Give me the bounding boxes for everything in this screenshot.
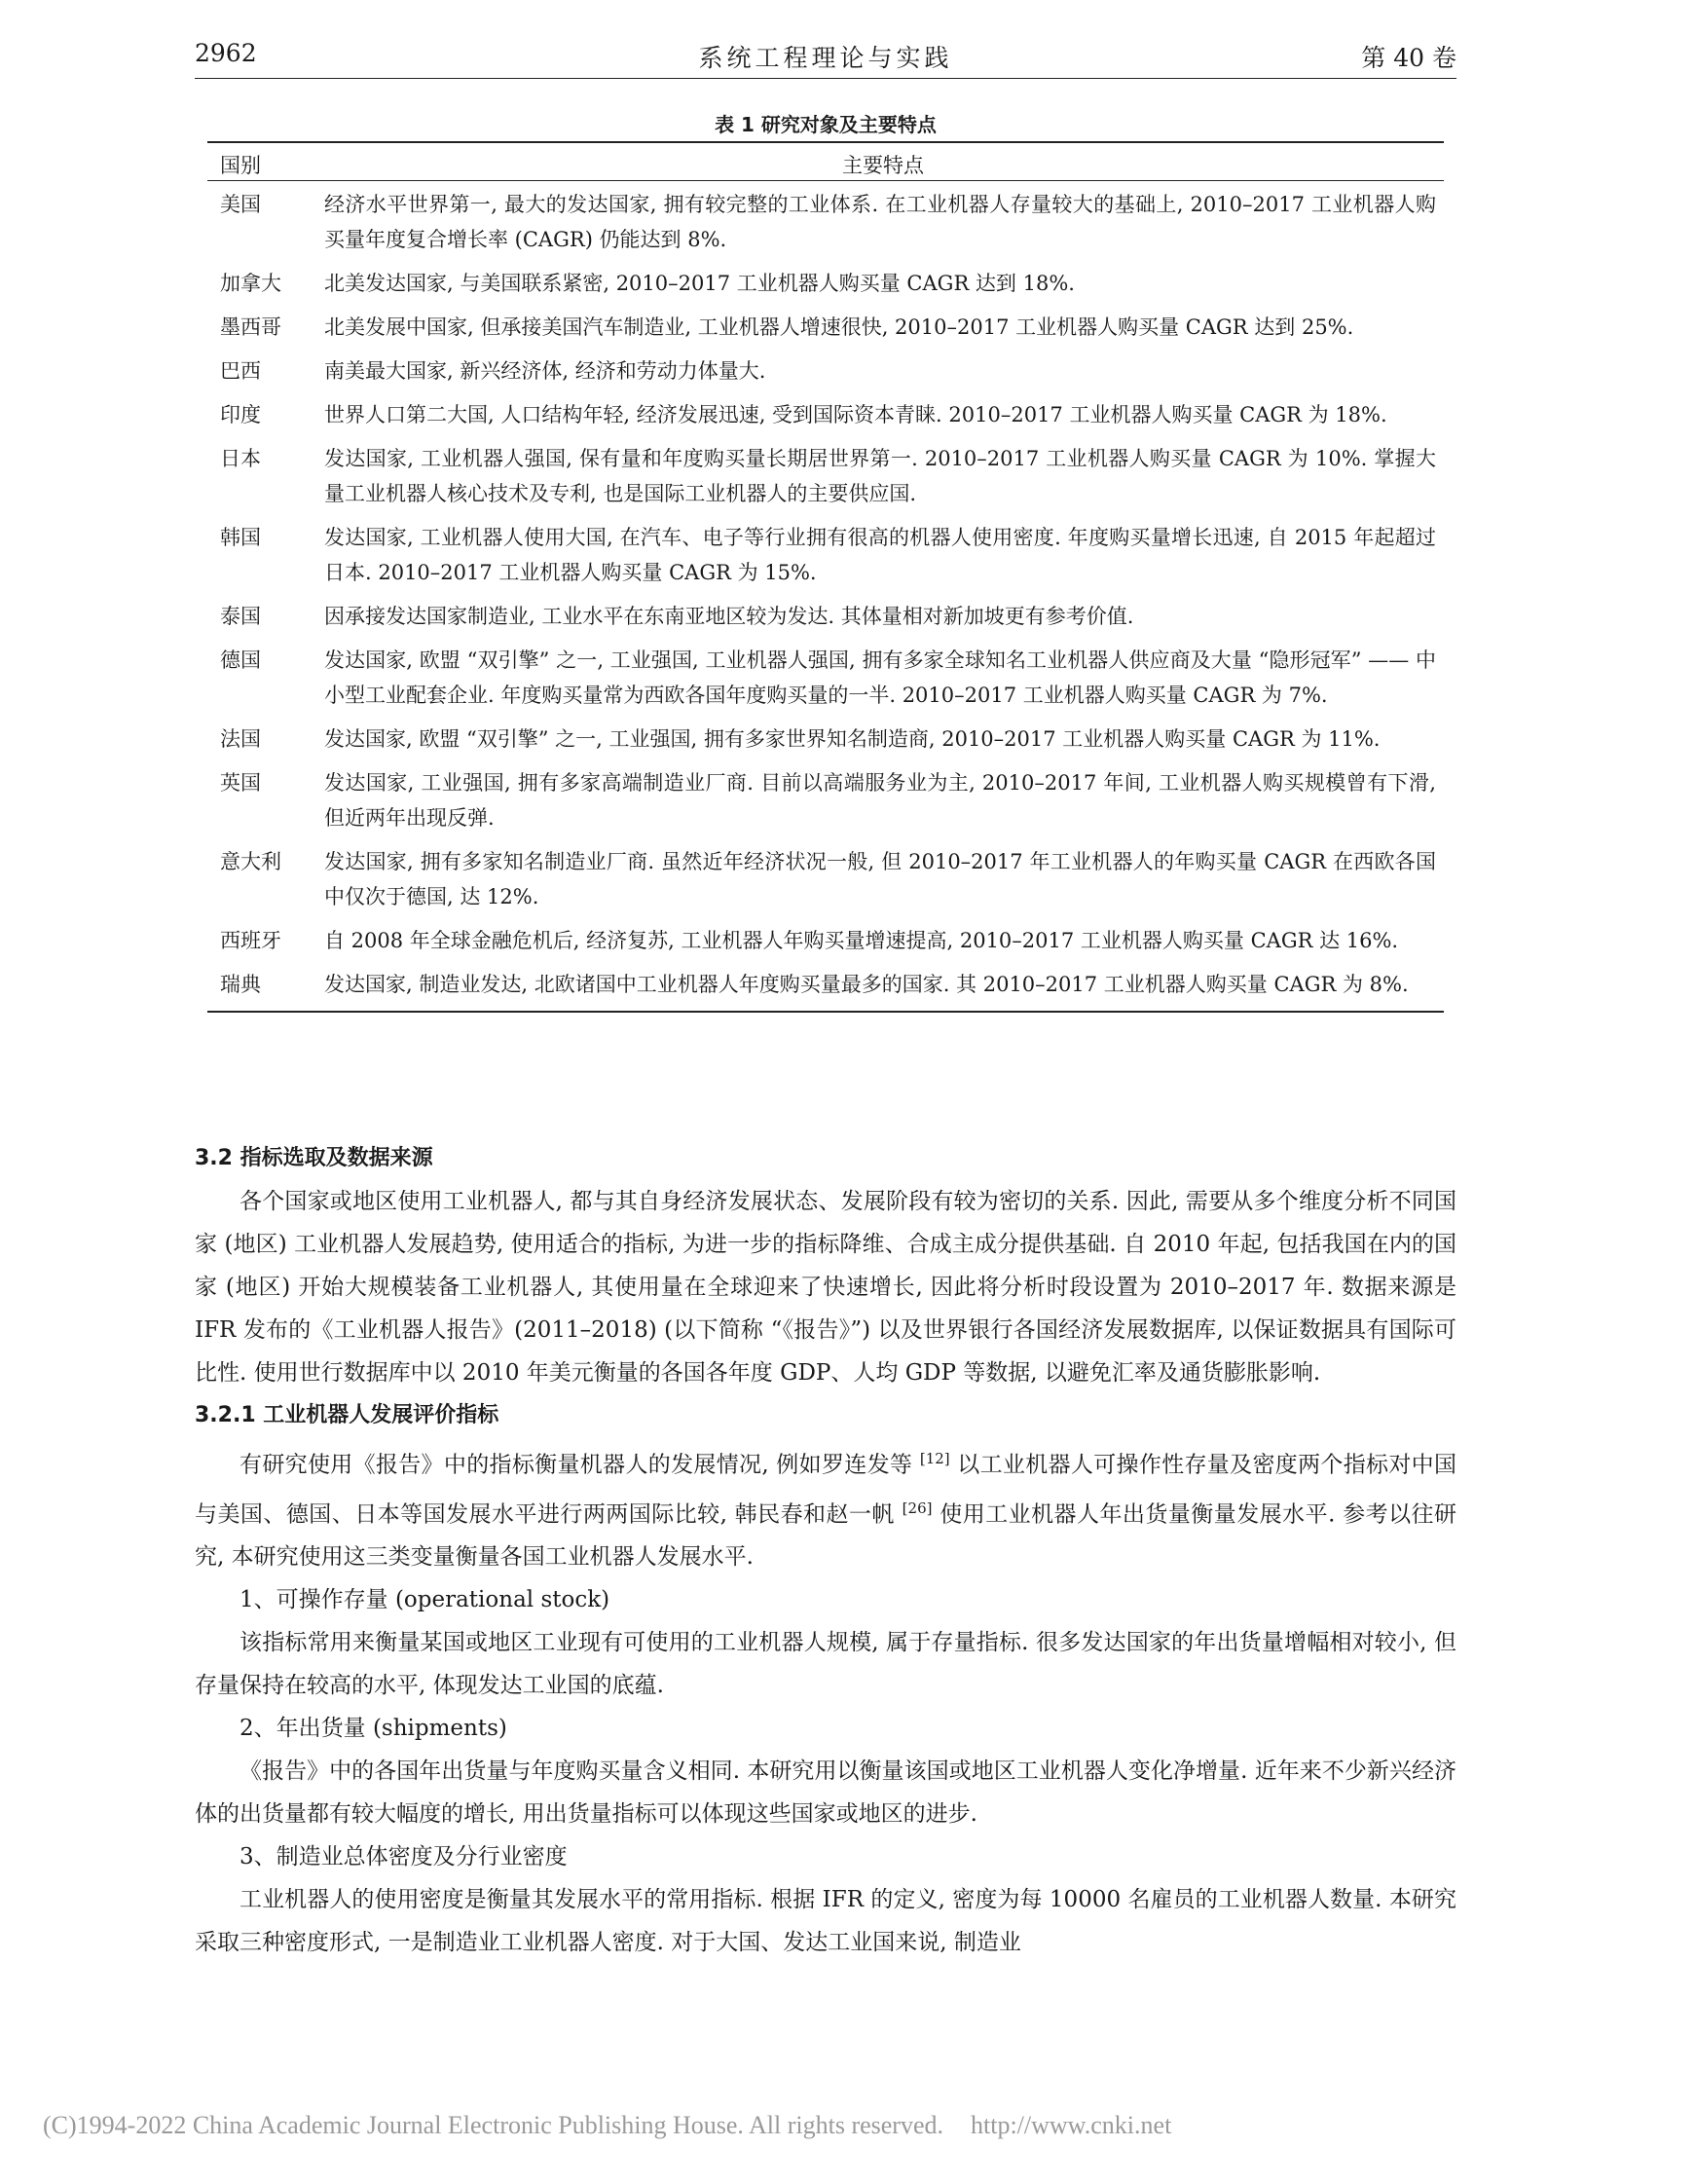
table-row	[207, 722, 1444, 757]
table-bottom-rule	[207, 1011, 1444, 1013]
table-row	[207, 397, 1444, 432]
cnki-url: http://www.cnki.net	[971, 2111, 1172, 2139]
indicator-1-text: 该指标常用来衡量某国或地区工业现有可使用的工业机器人规模, 属于存量指标. 很多发达国家的年出货量增幅相对较小, 但存量保持在较高的水平, 体现发达工业国的底蕴.	[195, 1630, 1456, 1699]
indicator-3-title: 3、制造业总体密度及分行业密度	[240, 1844, 568, 1870]
features-cell: 世界人口第二大国, 人口结构年轻, 经济发展迅速, 受到国际资本青睐. 2010–2017 工业机器人购买量 CAGR 为 18%.	[324, 403, 1387, 426]
table-row	[207, 187, 1444, 257]
indicator-2-title: 2、年出货量 (shipments)	[240, 1716, 507, 1742]
country-cell: 英国	[220, 771, 261, 795]
features-cell: 北美发展中国家, 但承接美国汽车制造业, 工业机器人增速很快, 2010–2017 工业机器人购买量 CAGR 达到 25%.	[324, 315, 1354, 339]
country-cell: 墨西哥	[220, 315, 281, 339]
features-cell: 发达国家, 欧盟 “双引擎” 之一, 工业强国, 拥有多家世界知名制造商, 2010–2017 工业机器人购买量 CAGR 为 11%.	[324, 727, 1381, 751]
table-caption: 表 1 研究对象及主要特点	[715, 113, 937, 136]
section-heading-3-2: 3.2 指标选取及数据来源	[195, 1146, 433, 1170]
table-row	[207, 643, 1444, 713]
features-cell: 发达国家, 欧盟 “双引擎” 之一, 工业强国, 工业机器人强国, 拥有多家全球知名工业机器人供应商及大量 “隐形冠军” —— 中小型工业配套企业. 年度购买量常为西欧各国年度购买量的一半. 2010–2017 工业机器人购买量 CAGR 为 7%.	[324, 648, 1436, 707]
research-objects-table	[207, 141, 1444, 1013]
section-heading-3-2-1: 3.2.1 工业机器人发展评价指标	[195, 1403, 499, 1427]
citation-26: [26]	[902, 1499, 933, 1517]
country-cell: 法国	[220, 727, 261, 751]
features-cell: 发达国家, 制造业发达, 北欧诸国中工业机器人年度购买量最多的国家. 其 2010–2017 工业机器人购买量 CAGR 为 8%.	[324, 973, 1409, 996]
intro-text-c: 使用工业机器人年出货量衡量发展水平. 参考以往研究, 本研究使用这三类变量衡量各国工业机器人发展水平.	[195, 1501, 1456, 1571]
country-cell: 加拿大	[220, 272, 281, 295]
body-text	[195, 1137, 1456, 1964]
features-cell: 经济水平世界第一, 最大的发达国家, 拥有较完整的工业体系. 在工业机器人存量较大的基础上, 2010–2017 工业机器人购买量年度复合增长率 (CAGR) 仍能达到 8%.	[324, 193, 1436, 251]
features-cell: 发达国家, 工业机器人使用大国, 在汽车、电子等行业拥有很高的机器人使用密度. 年度购买量增长迅速, 自 2015 年起超过日本. 2010–2017 工业机器人购买量 CAGR 为 15%.	[324, 526, 1436, 584]
table-row	[207, 923, 1444, 958]
section-3-2-1-intro	[195, 1437, 1456, 1578]
country-cell: 意大利	[220, 850, 281, 873]
indicator-3-text: 工业机器人的使用密度是衡量其发展水平的常用指标. 根据 IFR 的定义, 密度为每 10000 名雇员的工业机器人数量. 本研究采取三种密度形式, 一是制造业工业机器人密度. 对于大国、发达工业国来说, 制造业	[195, 1887, 1456, 1956]
country-cell: 瑞典	[220, 973, 261, 996]
table-row	[207, 520, 1444, 590]
indicator-2-text: 《报告》中的各国年出货量与年度购买量含义相同. 本研究用以衡量该国或地区工业机器人变化净增量. 近年来不少新兴经济体的出货量都有较大幅度的增长, 用出货量指标可以体现这些国家或地区的进步.	[195, 1758, 1456, 1828]
copyright-footer	[43, 2111, 1171, 2140]
country-cell: 泰国	[220, 605, 261, 628]
section-3-2-paragraph: 各个国家或地区使用工业机器人, 都与其自身经济发展状态、发展阶段有较为密切的关系. 因此, 需要从多个维度分析不同国家 (地区) 工业机器人发展趋势, 使用适合的指标, 为进一步的指标降维、合成主成分提供基础. 自 2010 年起, 包括我国在内的国家 (地区) 开始大规模装备工业机器人, 其使用量在全球迎来了快速增长, 因此将分析时段设置为 2010–2017 年. 数据来源是 IFR 发布的《工业机器人报告》(2011–2018) (以下简称 “《报告》”) 以及世界银行各国经济发展数据库, 以保证数据具有国际可比性. 使用世行数据库中以 2010 年美元衡量的各国各年度 GDP、人均 GDP 等数据, 以避免汇率及通货膨胀影响.	[195, 1189, 1456, 1386]
features-cell: 北美发达国家, 与美国联系紧密, 2010–2017 工业机器人购买量 CAGR 达到 18%.	[324, 272, 1075, 295]
country-cell: 印度	[220, 403, 261, 426]
table-row	[207, 310, 1444, 345]
intro-text-a: 有研究使用《报告》中的指标衡量机器人的发展情况, 例如罗连发等	[240, 1452, 920, 1478]
table-row	[207, 765, 1444, 835]
volume-label: 第 40 卷	[1361, 44, 1456, 72]
page-number: 2962	[195, 39, 257, 67]
table-row	[207, 967, 1444, 1002]
table-body	[207, 181, 1444, 1002]
table-row	[207, 599, 1444, 634]
indicator-1-title: 1、可操作存量 (operational stock)	[240, 1587, 610, 1613]
citation-12: [12]	[919, 1450, 950, 1467]
table-row	[207, 441, 1444, 511]
country-cell: 美国	[220, 193, 261, 216]
country-cell: 韩国	[220, 526, 261, 549]
features-cell: 发达国家, 工业强国, 拥有多家高端制造业厂商. 目前以高端服务业为主, 2010–2017 年间, 工业机器人购买规模曾有下滑, 但近两年出现反弹.	[324, 771, 1436, 830]
country-cell: 日本	[220, 447, 261, 470]
column-header-features: 主要特点	[842, 154, 924, 177]
table-row	[207, 353, 1444, 389]
intro-text-b: 以工业机器人可操作性存量及密度两个指标对中国与美国、德国、日本等国发展水平进行两两国际比较, 韩民春和赵一帆	[195, 1452, 1457, 1528]
copyright-text: (C)1994-2022 China Academic Journal Electronic Publishing House. All rights reserved.	[43, 2111, 943, 2139]
table-row	[207, 844, 1444, 914]
column-header-country: 国别	[220, 154, 261, 177]
journal-title: 系统工程理论与实践	[698, 44, 953, 72]
running-header	[195, 33, 1456, 79]
table-header-row	[207, 143, 1444, 181]
features-cell: 因承接发达国家制造业, 工业水平在东南亚地区较为发达. 其体量相对新加坡更有参考价值.	[324, 605, 1134, 628]
table-row	[207, 266, 1444, 301]
country-cell: 巴西	[220, 359, 261, 383]
features-cell: 发达国家, 拥有多家知名制造业厂商. 虽然近年经济状况一般, 但 2010–2017 年工业机器人的年购买量 CAGR 在西欧各国中仅次于德国, 达 12%.	[324, 850, 1436, 908]
country-cell: 德国	[220, 648, 261, 672]
features-cell: 自 2008 年全球金融危机后, 经济复苏, 工业机器人年购买量增速提高, 2010–2017 工业机器人购买量 CAGR 达 16%.	[324, 929, 1399, 952]
country-cell: 西班牙	[220, 929, 281, 952]
features-cell: 南美最大国家, 新兴经济体, 经济和劳动力体量大.	[324, 359, 766, 383]
features-cell: 发达国家, 工业机器人强国, 保有量和年度购买量长期居世界第一. 2010–2017 工业机器人购买量 CAGR 为 10%. 掌握大量工业机器人核心技术及专利, 也是国际工业机器人的主要供应国.	[324, 447, 1436, 505]
